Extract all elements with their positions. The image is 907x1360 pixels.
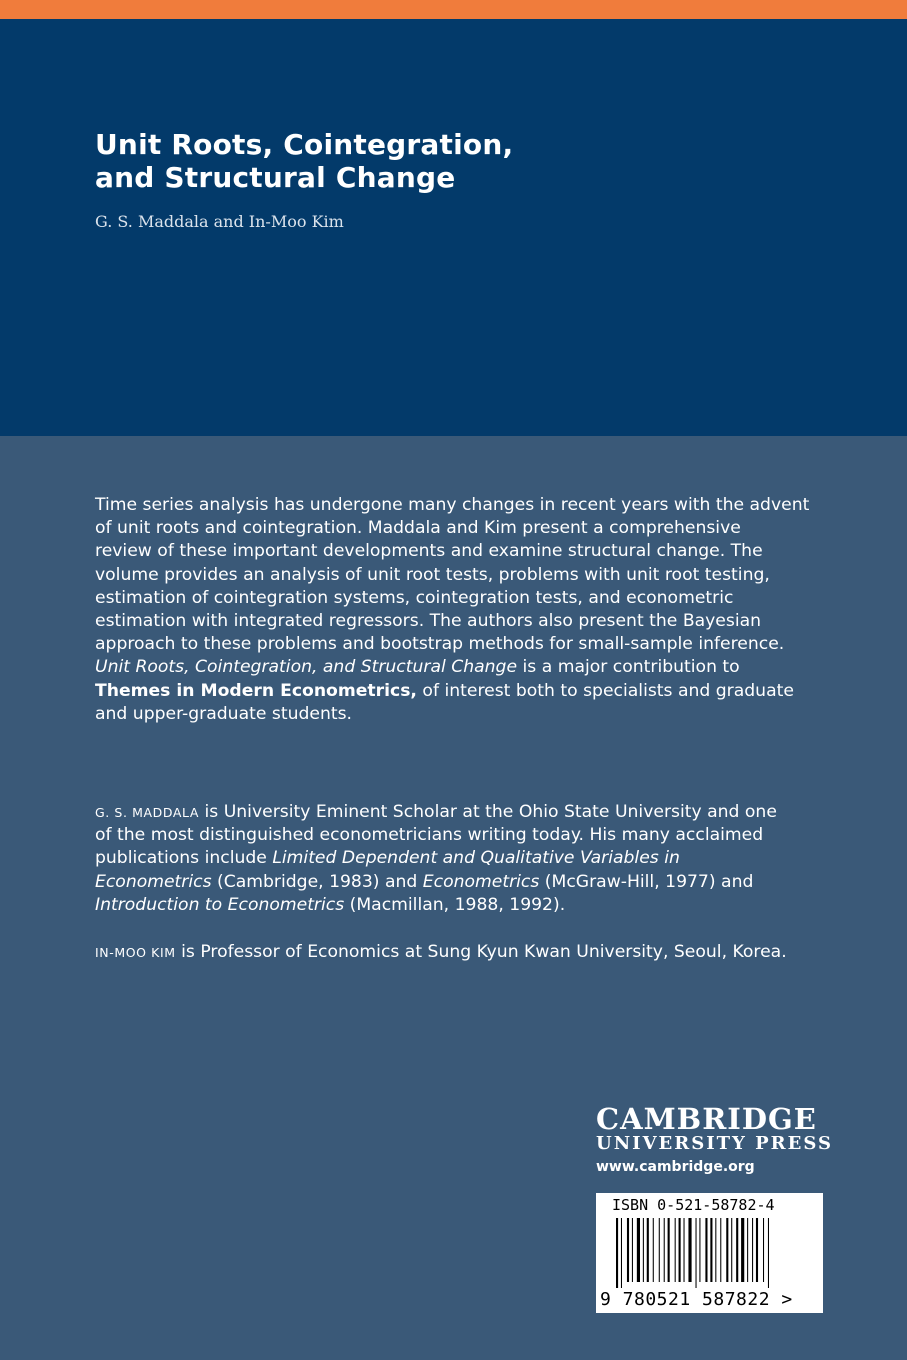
book-title-line-2: and Structural Change — [95, 161, 456, 194]
publication-title: Limited Dependent and Qualitative Variables in — [272, 848, 680, 869]
isbn-text: ISBN 0-521-58782-4 — [612, 1196, 775, 1214]
description-line — [95, 680, 825, 703]
book-title-line-1: Unit Roots, Cointegration, — [95, 128, 514, 161]
publication-title: Introduction to Econometrics — [95, 894, 345, 915]
book-description — [95, 494, 825, 726]
publisher-url: www.cambridge.org — [596, 1159, 755, 1175]
bio-line — [95, 801, 825, 824]
publisher-logo — [596, 1103, 836, 1175]
publisher-name: CAMBRIDGE — [596, 1102, 817, 1136]
description-text: of interest both to specialists and graduate — [416, 680, 794, 701]
bio-text: is University Eminent Scholar at the Ohio State University and one — [199, 802, 777, 822]
book-authors: G. S. Maddala and In-Moo Kim — [95, 212, 344, 231]
bio-line — [95, 871, 825, 894]
bio-line — [95, 894, 825, 917]
bio-line — [95, 847, 825, 870]
description-line: estimation with integrated regressors. The authors also present the Bayesian — [95, 611, 762, 632]
barcode-number: 9 780521 587822 > — [600, 1289, 793, 1310]
description-line: review of these important developments and examine structural change. The — [95, 541, 763, 562]
book-title — [95, 128, 795, 194]
description-line: and upper-graduate students. — [95, 703, 352, 724]
bio-text: is Professor of Economics at Sung Kyun Kwan University, Seoul, Korea. — [175, 942, 787, 962]
description-line: volume provides an analysis of unit root tests, problems with unit root testing, — [95, 564, 770, 585]
bio-line: of the most distinguished econometricians writing today. His many acclaimed — [95, 825, 764, 846]
top-accent-bar — [0, 0, 907, 19]
author-name: G. S. MADDALA — [95, 805, 200, 820]
barcode-bars-icon — [616, 1218, 806, 1288]
isbn-barcode — [596, 1193, 823, 1313]
bio-text: (McGraw-Hill, 1977) and — [539, 871, 754, 892]
bio-text: publications include — [95, 848, 273, 869]
bio-line — [95, 941, 825, 964]
publisher-press: UNIVERSITY PRESS — [596, 1133, 833, 1154]
author-name: IN-MOO KIM — [95, 945, 176, 960]
publication-title: Econometrics — [422, 871, 540, 892]
publication-title: Econometrics — [95, 871, 212, 892]
description-line: estimation of cointegration systems, cointegration tests, and econometric — [95, 587, 734, 608]
description-text: is a major contribution to — [517, 657, 740, 678]
author-bio-maddala — [95, 801, 825, 917]
book-title-italic: Unit Roots, Cointegration, and Structural Change — [95, 657, 518, 678]
description-line: Time series analysis has undergone many changes in recent years with the advent — [95, 495, 810, 515]
description-line: approach to these problems and bootstrap methods for small-sample inference. — [95, 634, 785, 655]
author-bio-kim — [95, 941, 825, 964]
series-name: Themes in Modern Econometrics, — [95, 680, 417, 701]
description-line — [95, 656, 825, 679]
bio-text: (Macmillan, 1988, 1992). — [344, 894, 566, 915]
bio-text: (Cambridge, 1983) and — [211, 871, 423, 892]
description-line: of unit roots and cointegration. Maddala and Kim present a comprehensive — [95, 518, 741, 539]
